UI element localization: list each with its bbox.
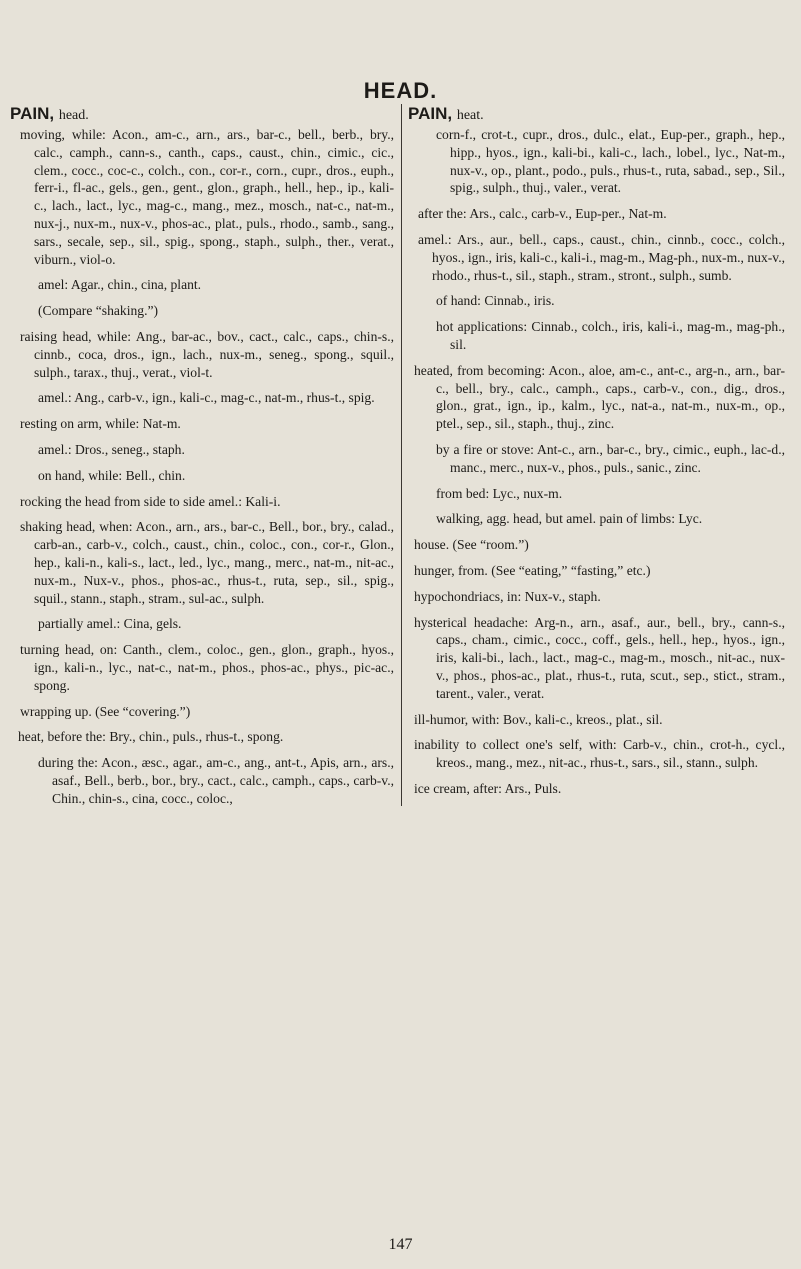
entry-heated-walking: walking, agg. head, but amel. pain of limbs: Lyc.: [436, 511, 703, 527]
left-heading-sub: head.: [58, 108, 89, 123]
right-heading-main: PAIN,: [408, 104, 453, 123]
entry-moving-amel: amel: Agar., chin., cina, plant.: [38, 277, 202, 293]
entry-house: house. (See “room.”): [414, 537, 529, 553]
entry-shaking-head: shaking head, when: Acon., arn., ars., bar-c., Bell., bor., bry., calad., carb-an., carb-v., colch., caust., chin., coloc., con., cor-r., Glon., hep., kali-n., kali-s., lact., led., lyc., mang., merc., nat-m., nit-ac., nux-m., Nux-v., phos., phos-ac., rhus-t., ruta, sep., sil., spig., squil., stann., staph., stram., sul-ac., sulph.: [20, 519, 394, 606]
left-column-heading: [10, 104, 394, 126]
entry-heated-fire-stove: by a fire or stove: Ant-c., arn., bar-c., bry., cimic., euph., lac-d., manc., merc., nux-v., phos., puls., sanic., zinc.: [436, 441, 785, 475]
entry-ice-cream: ice cream, after: Ars., Puls.: [414, 780, 562, 796]
entry-resting-amel: amel.: Dros., seneg., staph.: [38, 441, 185, 457]
left-column: [10, 104, 394, 816]
entry-turning-head: turning head, on: Canth., clem., coloc., gen., glon., graph., hyos., ign., kali-n., lyc., nat-c., nat-m., phos., phos-ac., phys., pic-ac., spong.: [20, 642, 394, 693]
entry-shaking-partially-amel: partially amel.: Cina, gels.: [38, 616, 182, 632]
right-column: [401, 104, 785, 806]
entry-rocking-head: rocking the head from side to side amel.: Kali-i.: [20, 493, 281, 509]
entry-ill-humor: ill-humor, with: Bov., kali-c., kreos., plat., sil.: [414, 711, 663, 727]
left-heading-main: PAIN,: [10, 104, 55, 123]
entry-hot-applications: hot applications: Cinnab., colch., iris, kali-i., mag-m., mag-ph., sil.: [436, 319, 785, 352]
entry-hunger: hunger, from. (See “eating,” “fasting,” etc.): [414, 562, 651, 578]
entry-wrapping-up: wrapping up. (See “covering.”): [20, 703, 191, 719]
entry-hypochondriacs: hypochondriacs, in: Nux-v., staph.: [414, 588, 601, 604]
entry-heated-from-bed: from bed: Lyc., nux-m.: [436, 485, 563, 501]
entry-heat-before: heat, before the: Bry., chin., puls., rhus-t., spong.: [18, 729, 284, 745]
entry-hysterical-headache: hysterical headache: Arg-n., arn., asaf., aur., bell., bry., cann-s., caps., cham., cimic., cocc., coff., gels., hell., hep., hyos., ign., iris, kali-bi., lach., lact., mag-c., mag-m., mosch., nit-ac., nux-v., phos., phos-ac., plat., rhus-t., ruta, scut., sep., stict., stram., tarent., valer., verat.: [414, 614, 785, 701]
entry-inability-collect: inability to collect one's self, with: Carb-v., chin., crot-h., cycl., kreos., mang., mez., nit-ac., rhus-t., sars., sil., stann., sulph.: [414, 737, 785, 771]
entry-heat-of-hand: of hand: Cinnab., iris.: [436, 293, 555, 309]
entry-heat-during-cont: corn-f., crot-t., cupr., dros., dulc., elat., Eup-per., graph., hep., hipp., hyos., ign., kali-bi., kali-c., lach., lobel., lyc., Nat-m., nux-v., op., plant., podo., puls., rhus-t., ruta, sabad., sep., Sil., spig., sulph., thuj., valer., verat.: [436, 127, 785, 196]
entry-raising-head: raising head, while: Ang., bar-ac., bov., cact., calc., caps., chin-s., cinnb., coca, dros., ign., lach., nux-m., seneg., spong., squil., sulph., tarax., thuj., verat., viol-t.: [20, 328, 394, 380]
entry-resting-on-arm: resting on arm, while: Nat-m.: [20, 416, 181, 432]
entry-moving: moving, while: Acon., am-c., arn., ars., bar-c., bell., berb., bry., calc., camph., cann-s., canth., caps., caust., chin., cimic., cic., clem., cocc., coc-c., colch., con., cor-r., corn., cupr., dros., euph., ferr-i., fl-ac., gels., gen., gent., glon., graph., hell., hep., ip., kali-c., lach., lact., lyc., mag-c., mang., mez., mosch., nat-c., nat-m., nux-j., nux-m., nux-v., phos-ac., plat., puls., rhodo., samb., sang., sars., secale, sep., sil., spig., spong., staph., sulph., ther., verat., viburn., viol-o.: [20, 127, 394, 267]
entry-compare-shaking: (Compare “shaking.”): [38, 303, 159, 319]
entry-heat-amel: amel.: Ars., aur., bell., caps., caust., chin., cinnb., cocc., colch., hyos., ign., iris, kali-c., kali-i., mag-m., Mag-ph., nux-m., nux-v., rhodo., rhus-t., sil., staph., stram., stront., sulph., sumb.: [418, 231, 785, 283]
running-header: HEAD.: [363, 78, 438, 103]
right-column-heading: [408, 104, 785, 126]
right-heading-sub: heat.: [456, 108, 484, 123]
entry-on-hand: on hand, while: Bell., chin.: [38, 467, 186, 483]
entry-raising-amel: amel.: Ang., carb-v., ign., kali-c., mag-c., nat-m., rhus-t., spig.: [38, 390, 375, 406]
page-number: 147: [388, 1236, 413, 1253]
entry-heated: heated, from becoming: Acon., aloe, am-c., ant-c., arg-n., arn., bar-c., bell., bry., calc., camph., caps., carb-v., con., dig., dros., glon., grat., ign., ip., kalm., lyc., nat-a., nat-m., nux-m., op., ptel., sep., sil., staph., thuj., zinc.: [414, 362, 785, 432]
entry-heat-after: after the: Ars., calc., carb-v., Eup-per., Nat-m.: [418, 206, 667, 222]
entry-heat-during: during the: Acon., æsc., agar., am-c., ang., ant-t., Apis, arn., ars., asaf., Bell., berb., bor., bry., cact., calc., camph., caps., carb-v., Chin., chin-s., cina, cocc., coloc.,: [38, 755, 394, 806]
